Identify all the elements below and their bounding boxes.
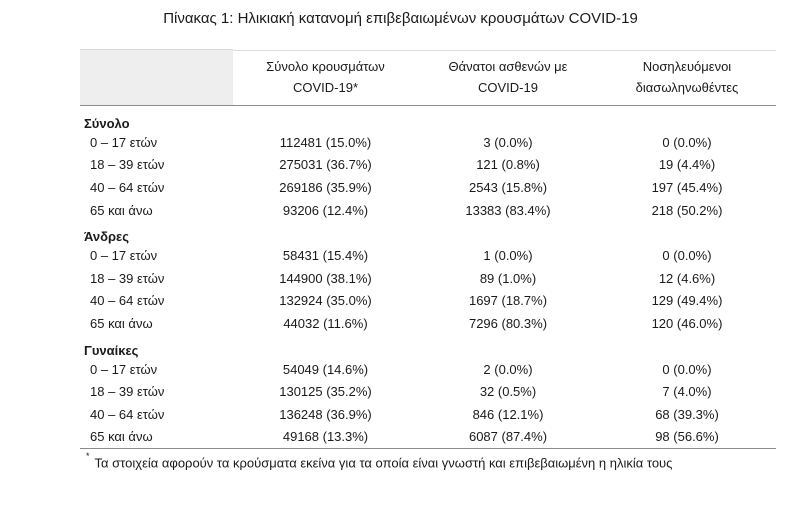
header-line: Σύνολο κρουσμάτων xyxy=(266,59,385,75)
deaths-cell: 13383 (83.4%) xyxy=(465,202,551,218)
cases-cell: 269186 (35.9%) xyxy=(279,179,372,195)
table-row xyxy=(80,176,776,199)
deaths-cell: 1697 (18.7%) xyxy=(468,293,548,309)
cases-cell: 49168 (13.3%) xyxy=(233,426,418,449)
section-title: Σύνολο xyxy=(84,116,130,131)
header-line: διασωληνωθέντες xyxy=(635,80,739,96)
intubated-cell: 68 (39.3%) xyxy=(655,406,719,422)
intubated-cell: 0 (0.0%) xyxy=(662,248,712,264)
deaths-cell: 121 (0.8%) xyxy=(476,157,540,173)
intubated-cell: 19 (4.4%) xyxy=(658,157,716,173)
cases-cell: 136248 (36.9%) xyxy=(279,406,372,422)
table-row xyxy=(80,312,776,335)
table-row xyxy=(80,426,776,449)
header-line: Νοσηλευόμενοι xyxy=(642,59,732,75)
table-row xyxy=(80,244,776,267)
deaths-cell: 32 (0.5%) xyxy=(479,384,537,400)
deaths-cell: 2543 (15.8%) xyxy=(468,179,548,195)
age-group-cell: 40 – 64 ετών xyxy=(90,406,165,422)
table-row xyxy=(80,267,776,290)
age-group-cell: 0 – 17 ετών xyxy=(90,248,158,264)
header-blank-cell xyxy=(80,50,233,106)
header-total-cases xyxy=(233,50,418,106)
intubated-cell: 98 (56.6%) xyxy=(598,426,776,449)
age-group-cell: 40 – 64 ετών xyxy=(90,293,165,309)
section-header-total xyxy=(80,106,776,132)
age-group-cell: 40 – 64 ετών xyxy=(90,179,165,195)
deaths-cell: 89 (1.0%) xyxy=(479,270,537,286)
deaths-cell: 1 (0.0%) xyxy=(483,248,533,264)
table-row xyxy=(80,403,776,426)
deaths-cell: 3 (0.0%) xyxy=(483,134,533,150)
cases-cell: 44032 (11.6%) xyxy=(283,315,368,331)
table-row xyxy=(80,199,776,222)
intubated-cell: 218 (50.2%) xyxy=(651,202,723,218)
age-group-cell: 0 – 17 ετών xyxy=(90,134,158,150)
table-body xyxy=(80,106,776,449)
age-group-cell: 0 – 17 ετών xyxy=(90,361,158,377)
cases-cell: 93206 (12.4%) xyxy=(282,202,369,218)
intubated-cell: 12 (4.6%) xyxy=(658,270,716,286)
age-distribution-table xyxy=(80,49,776,449)
intubated-cell: 129 (49.4%) xyxy=(651,293,723,309)
cases-cell: 130125 (35.2%) xyxy=(279,384,372,400)
header-line: COVID-19 xyxy=(478,80,538,96)
intubated-cell: 7 (4.0%) xyxy=(662,384,712,400)
section-header-men xyxy=(80,221,776,244)
table-row xyxy=(80,131,776,154)
intubated-cell: 0 (0.0%) xyxy=(662,134,712,150)
age-group-cell: 65 και άνω xyxy=(90,202,153,218)
footnote xyxy=(86,451,673,471)
cases-cell: 275031 (36.7%) xyxy=(279,157,372,173)
cases-cell: 132924 (35.0%) xyxy=(279,293,372,309)
section-title: Γυναίκες xyxy=(84,342,139,358)
deaths-cell: 846 (12.1%) xyxy=(472,406,544,422)
age-group-cell: 65 και άνω xyxy=(90,315,153,331)
deaths-cell: 2 (0.0%) xyxy=(483,361,533,377)
header-row xyxy=(80,50,776,106)
age-group-cell: 18 – 39 ετών xyxy=(90,384,165,400)
footnote-text: Τα στοιχεία αφορούν τα κρούσματα εκείνα για τα οποία είναι γνωστή και επιβεβαιωμένη η ηλικία τους xyxy=(94,455,673,471)
age-distribution-table-container xyxy=(80,49,776,449)
table-row xyxy=(80,380,776,403)
header-deaths xyxy=(418,50,598,106)
cases-cell: 58431 (15.4%) xyxy=(282,248,369,264)
age-group-cell: 18 – 39 ετών xyxy=(90,157,165,173)
section-header-women xyxy=(80,335,776,358)
cases-cell: 144900 (38.1%) xyxy=(279,270,372,286)
table-row xyxy=(80,358,776,381)
intubated-cell: 197 (45.4%) xyxy=(651,179,723,195)
section-title: Άνδρες xyxy=(84,229,129,245)
cases-cell: 54049 (14.6%) xyxy=(282,361,369,377)
footnote-marker: * xyxy=(86,451,90,461)
header-line: Θάνατοι ασθενών με xyxy=(448,59,568,75)
age-group-cell: 18 – 39 ετών xyxy=(90,270,165,286)
intubated-cell: 0 (0.0%) xyxy=(662,361,712,377)
deaths-cell: 6087 (87.4%) xyxy=(418,426,598,449)
header-intubated xyxy=(598,50,776,106)
header-line: COVID-19* xyxy=(292,80,359,96)
cases-cell: 112481 (15.0%) xyxy=(279,134,372,150)
table-title: Πίνακας 1: Ηλικιακή κατανομή επιβεβαιωμένων κρουσμάτων COVID-19 xyxy=(163,10,638,27)
age-group-cell: 65 και άνω xyxy=(80,426,233,449)
table-row xyxy=(80,154,776,177)
intubated-cell: 120 (46.0%) xyxy=(651,315,723,331)
deaths-cell: 7296 (80.3%) xyxy=(468,315,548,331)
table-row xyxy=(80,290,776,313)
